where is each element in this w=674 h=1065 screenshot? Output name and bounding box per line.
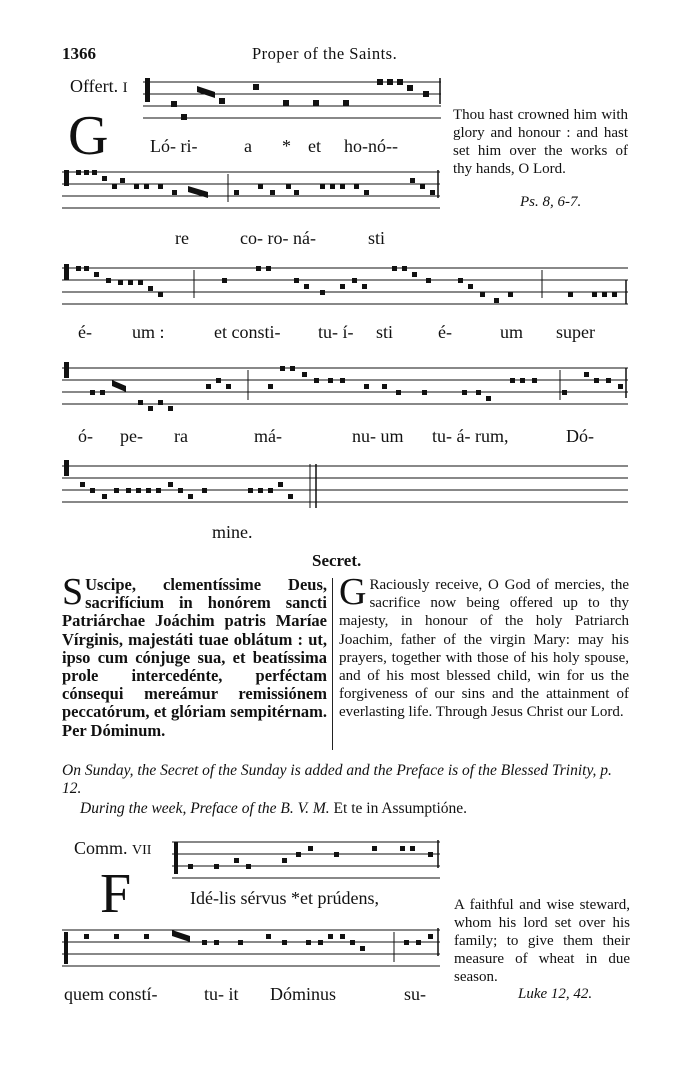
running-title: Proper of the Saints. — [252, 44, 398, 63]
lyric-4-3: ra — [174, 426, 188, 446]
offertory-label: Offert. I — [70, 76, 128, 96]
lyric-1-5: ho-nó-- — [344, 136, 398, 156]
communion-reference: Luke 12, 42. — [518, 986, 593, 1002]
comm-lyric-2-4: su- — [404, 984, 426, 1004]
lyric-3-1: é- — [78, 322, 92, 342]
chant-staff-6 — [172, 834, 444, 886]
comm-lyric-1: Idé-lis sérvus *et prúdens, — [190, 888, 379, 908]
staff-lines — [172, 834, 444, 886]
staff-lines — [62, 164, 444, 216]
staff-lines — [62, 358, 632, 420]
lyric-3-3: et consti- — [214, 322, 281, 342]
offertory-initial: G — [68, 105, 109, 167]
communion-translation: A faithful and wise steward, whom his lord set over his family; to give them their measure of wheat in due season. — [454, 897, 630, 985]
communion-label: Comm. VII — [74, 838, 152, 858]
lyric-4-4: má- — [254, 426, 282, 446]
lyric-2-1: re — [175, 228, 189, 248]
lyric-4-7: Dó- — [566, 426, 594, 446]
chant-staff-4 — [62, 358, 632, 420]
lyric-3-4: tu- í- — [318, 322, 354, 342]
lyric-3-2: um : — [132, 322, 165, 342]
lyric-4-2: pe- — [120, 426, 143, 446]
lyric-1-2: a — [244, 136, 252, 156]
secret-english-initial: G — [339, 571, 367, 613]
secret-title: Secret. — [312, 551, 362, 570]
comm-lyric-2-1: quem constí- — [64, 984, 158, 1004]
lyric-1-4: et — [308, 136, 321, 156]
lyric-4-5: nu- um — [352, 426, 404, 446]
rubric-week: During the week, Preface of the B. V. M. Et te in Assumptióne. — [80, 800, 468, 817]
secret-latin-initial: S — [62, 571, 84, 613]
offertory-reference: Ps. 8, 6-7. — [520, 194, 582, 210]
lyric-3-8: super — [556, 322, 595, 342]
page-number: 1366 — [62, 44, 96, 63]
lyric-3-5: sti — [376, 322, 394, 342]
rubric-sunday: On Sunday, the Secret of the Sunday is added and the Preface is of the Blessed Trinity, p. 12. — [62, 762, 612, 797]
staff-lines — [62, 922, 444, 978]
lyric-5-1: mine. — [212, 522, 253, 542]
lyric-2-3: sti — [368, 228, 386, 248]
lyric-1-1: Ló- ri- — [150, 136, 198, 156]
lyric-2-2: co- ro- ná- — [240, 228, 316, 248]
chant-staff-3 — [62, 258, 632, 318]
secret-latin-body: Uscipe, clementíssime Deus, sacrifícium in honórem sancti Patriárchae Joáchim patris Maríae Vírginis, majestáti tuae oblátum : ut, ipso cum cónjuge sua, et beatíssima prole intercedénte, perféctam cónsequi mereámur remissiónem peccatórum, et glóriam sempitérnam. Per Dóminum. — [62, 575, 327, 740]
offertory-translation: Thou hast crowned him with glory and honour : and hast set him over the works of thy hands, O Lord. — [453, 107, 628, 177]
comm-lyric-2-2: tu- it — [204, 984, 239, 1004]
column-divider — [332, 578, 333, 750]
secret-english — [339, 571, 629, 722]
communion-initial: F — [100, 863, 132, 925]
chant-staff-5 — [62, 456, 632, 516]
staff-lines — [62, 456, 632, 516]
secret-latin — [62, 571, 327, 740]
lyric-3-7: um — [500, 322, 524, 342]
lyric-3-6: é- — [438, 322, 452, 342]
staff-lines — [62, 258, 632, 318]
secret-english-body: Raciously receive, O God of mercies, the sacrifice now being offered up to thy majesty, in honour of the holy Patriarch Joachim, father of the virgin Mary: may his prayers, together with those of his holy spouse, and of his most blessed child, win for us the forgiveness of our sins and the attainment of everlasting life. Through Jesus Christ our Lord. — [339, 577, 629, 721]
lyric-4-6: tu- á- rum, — [432, 426, 509, 446]
chant-staff-2 — [62, 164, 444, 216]
staff-lines — [143, 74, 443, 126]
comm-lyric-2-3: Dóminus — [270, 984, 337, 1004]
lyric-4-1: ó- — [78, 426, 93, 446]
chant-staff-7 — [62, 922, 444, 978]
chant-staff-1 — [143, 74, 443, 126]
lyric-1-3: * — [282, 136, 291, 156]
